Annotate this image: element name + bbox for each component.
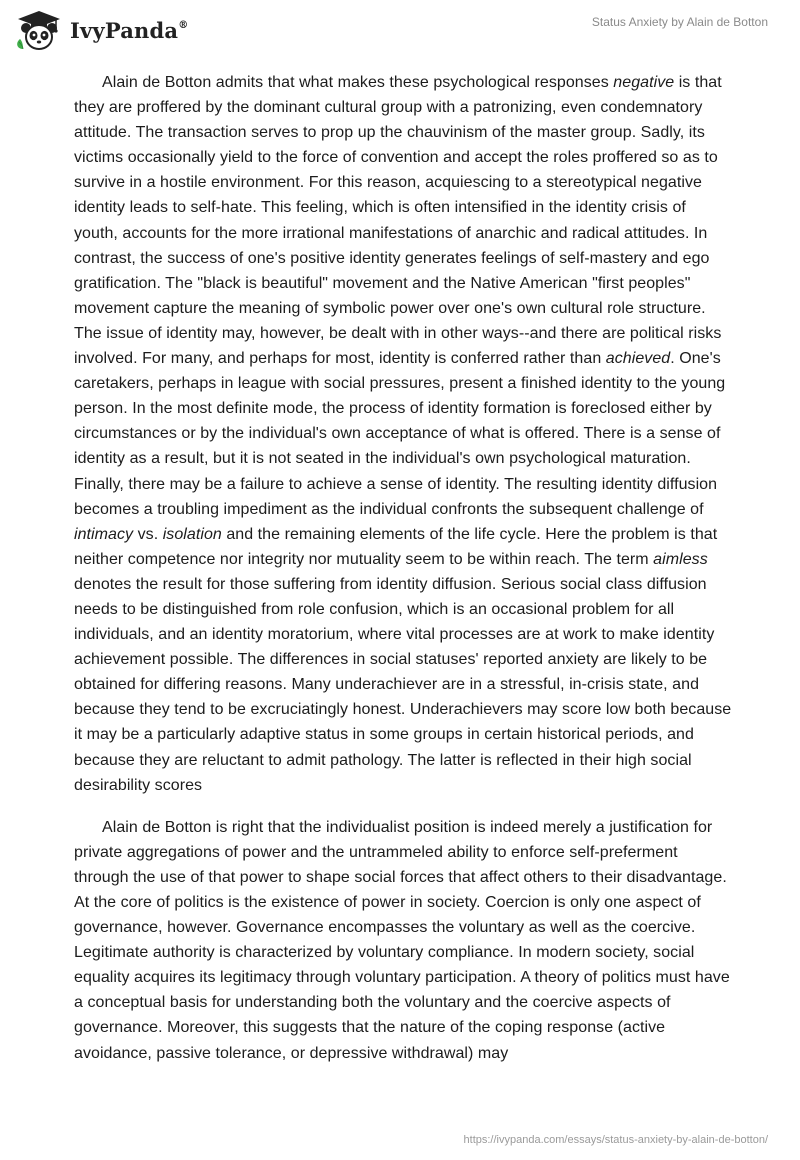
essay-paragraph-2	[74, 815, 734, 1066]
text-run: Alain de Botton admits that what makes these psychological responses	[102, 74, 614, 91]
text-run: is that they are proffered by the dominant cultural group with a patronizing, even condemnatory attitude. The transaction serves to prop up the chauvinism of the master group. Sadly, its victims occasionally yield to the force of convention and accept the roles proffered so as to survive in a hostile environment. For this reason, acquiescing to a stereotypical negative identity leads to self-hate. This feeling, which is often intensified in the identity crisis of youth, accounts for the more irrational manifestations of anarchic and radical attitudes. In contrast, the success of one's positive identity generates feelings of self-mastery and ego gratification. The "black is beautiful" movement and the Native American "first peoples" movement capture the meaning of symbolic power over one's own cultural role structure. The issue of identity may, however, be dealt with in other ways--and there are political risks involved. For many, and perhaps for most, identity is conferred rather than	[74, 74, 722, 368]
ivypanda-logo[interactable]	[14, 8, 188, 52]
essay-paragraph-1	[74, 70, 734, 798]
italic-term: isolation	[162, 525, 222, 543]
panda-mascot-icon	[14, 8, 64, 52]
text-run: vs.	[133, 525, 163, 543]
registered-mark: ®	[178, 19, 189, 31]
essay-body	[74, 70, 734, 1083]
text-run: and the remaining elements of the life cycle. Here the problem is that neither competence nor integrity nor mutuality seem to be within reach. The term	[74, 525, 718, 568]
italic-term: achieved	[605, 350, 671, 368]
document-title: Status Anxiety by Alain de Botton	[591, 15, 768, 29]
text-run: . One's caretakers, perhaps in league with social pressures, present a finished identity to the young person. In the most definite mode, the process of identity formation is foreclosed either by circumstances or by the individual's own acceptance of what is offered. There is a sense of identity as a result, but it is not seated in the individual's own psychological maturation. Finally, there may be a failure to achieve a sense of identity. The resulting identity diffusion becomes a troubling impediment as the individual confronts the subsequent challenge of	[74, 350, 726, 518]
italic-term: negative	[613, 74, 675, 91]
italic-term: intimacy	[74, 525, 134, 543]
text-run: denotes the result for those suffering from identity diffusion. Serious social class diffusion needs to be distinguished from role confusion, which is an occasional problem for all individuals, and an identity moratorium, where vital processes are at work to make identity achievement possible. The differences in social statuses' reported anxiety are likely to be obtained for differing reasons. Many underachiever are in a stressful, in-crisis state, and because they tend to be excruciatingly honest. Underachievers may score low both because it may be a particularly adaptive status in some groups in certain historical periods, and because they are reluctant to admit pathology. The latter is reflected in their high social desirability scores	[74, 575, 732, 794]
italic-term: aimless	[653, 550, 708, 568]
text-run: Alain de Botton is right that the individualist position is indeed merely a justification for private aggregations of power and the untrammeled ability to enforce self-preferment through the use of that power to shape social forces that affect others to their disadvantage. At the core of politics is the existence of power in society. Coercion is only one aspect of governance, however. Governance encompasses the voluntary as well as the coercive. Legitimate authority is characterized by voluntary compliance. In modern society, social equality acquires its legitimacy through voluntary participation. A theory of politics must have a conceptual basis for understanding both the voluntary and the coercive aspects of governance. Moreover, this suggests that the nature of the coping response (active avoidance, passive tolerance, or depressive withdrawal) may	[74, 818, 730, 1062]
source-url[interactable]: https://ivypanda.com/essays/status-anxiety-by-alain-de-botton/	[463, 1134, 768, 1146]
brand-name: IvyPanda®	[70, 17, 189, 43]
page-header	[0, 0, 800, 60]
